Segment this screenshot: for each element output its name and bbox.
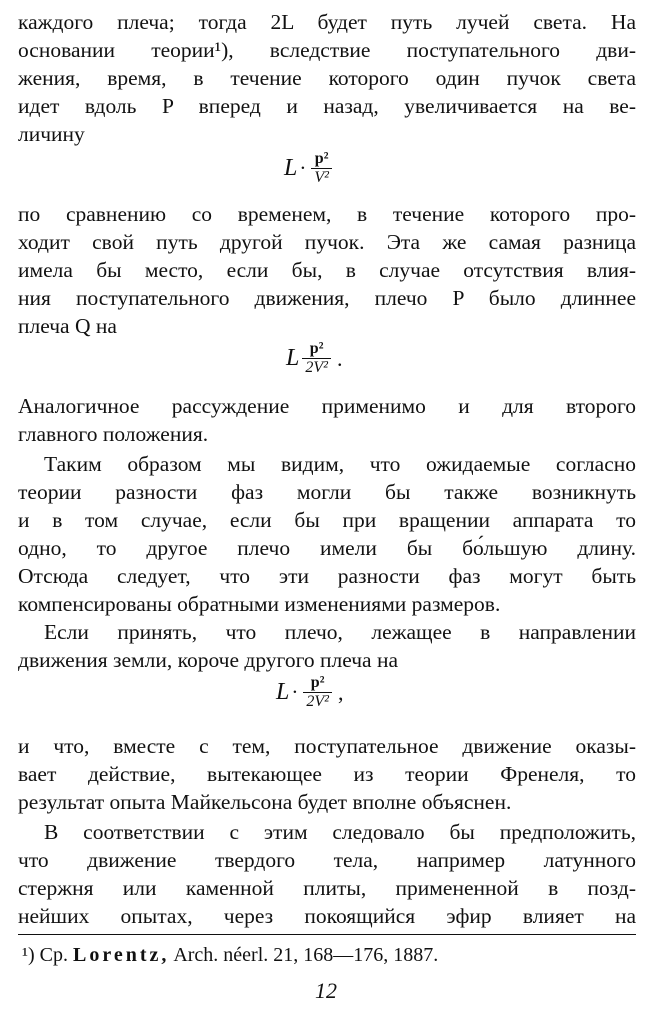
text-line: основании теории¹), вследствие поступательного дви- bbox=[18, 38, 636, 62]
fraction-denominator: 2V² bbox=[306, 693, 329, 710]
text-line: результат опыта Майкельсона будет вполне объяснен. bbox=[18, 790, 512, 814]
text-line: одно, то другое плечо имели бы бо́льшую длину. bbox=[18, 536, 636, 560]
text-line: Таким образом мы видим, что ожидаемые согласно bbox=[44, 452, 636, 476]
fraction-denominator: V² bbox=[314, 169, 329, 186]
text-line: жения, время, в течение которого один пучок света bbox=[18, 66, 636, 90]
text-line: ния поступательного движения, плечо P было длиннее bbox=[18, 286, 636, 310]
fraction bbox=[302, 340, 331, 377]
text-line: по сравнению со временем, в течение которого про- bbox=[18, 202, 636, 226]
fraction bbox=[303, 674, 332, 711]
text-line: плеча Q на bbox=[18, 314, 117, 338]
fraction-numerator: p² bbox=[309, 340, 324, 357]
footnote bbox=[22, 942, 438, 968]
text-line: и в том случае, если бы при вращении аппарата то bbox=[18, 508, 636, 532]
text-line: и что, вместе с тем, поступательное движение оказы- bbox=[18, 734, 636, 758]
fraction-denominator: 2V² bbox=[305, 359, 328, 376]
formula-operator: · bbox=[299, 156, 307, 180]
formula-punctuation: , bbox=[337, 679, 344, 705]
formula-symbol: L bbox=[286, 345, 300, 371]
text-line: вает действие, вытекающее из теории Френеля, то bbox=[18, 762, 636, 786]
formula-l-p2-over-2v2 bbox=[286, 340, 342, 377]
formula-operator: · bbox=[291, 680, 299, 704]
fraction-numerator: p² bbox=[314, 150, 329, 167]
text-line: Если принять, что плечо, лежащее в направлении bbox=[44, 620, 636, 644]
text-line: имела бы место, если бы, в случае отсутствия влия- bbox=[18, 258, 636, 282]
text-line: Аналогичное рассуждение применимо и для второго bbox=[18, 394, 636, 418]
footnote-author: Lorentz, bbox=[73, 944, 170, 966]
text-line: нейших опытах, через покоящийся эфир влияет на bbox=[18, 904, 636, 928]
formula-l-p2-over-v2 bbox=[284, 150, 332, 187]
text-line: В соответствии с этим следовало бы предположить, bbox=[44, 820, 636, 844]
footnote-divider bbox=[18, 934, 636, 935]
text-line: ходит свой путь другой пучок. Эта же самая разница bbox=[18, 230, 636, 254]
fraction-numerator: p² bbox=[310, 674, 325, 691]
page-number: 12 bbox=[315, 978, 337, 1003]
formula-symbol: L bbox=[284, 155, 298, 181]
text-line: движения земли, короче другого плеча на bbox=[18, 648, 399, 672]
fraction bbox=[311, 150, 332, 187]
formula-punctuation: . bbox=[336, 345, 343, 371]
text-line: Отсюда следует, что эти разности фаз могут быть bbox=[18, 564, 636, 588]
footnote-marker: ¹) Ср. bbox=[22, 944, 68, 966]
footnote-reference: Arch. néerl. 21, 168—176, 1887. bbox=[173, 944, 439, 966]
text-line: стержня или каменной плиты, примененной в позд- bbox=[18, 876, 636, 900]
text-line: каждого плеча; тогда 2L будет путь лучей света. На bbox=[18, 10, 636, 34]
text-line: личину bbox=[18, 122, 85, 146]
formula-symbol: L bbox=[276, 679, 290, 705]
text-line: что движение твердого тела, например латунного bbox=[18, 848, 636, 872]
text-line: идет вдоль P вперед и назад, увеличивается на ве- bbox=[18, 94, 636, 118]
text-line: теории разности фаз могли бы также возникнуть bbox=[18, 480, 636, 504]
formula-l-p2-over-2v2 bbox=[276, 674, 343, 711]
text-line: главного положения. bbox=[18, 422, 209, 446]
text-line: компенсированы обратными изменениями размеров. bbox=[18, 592, 501, 616]
